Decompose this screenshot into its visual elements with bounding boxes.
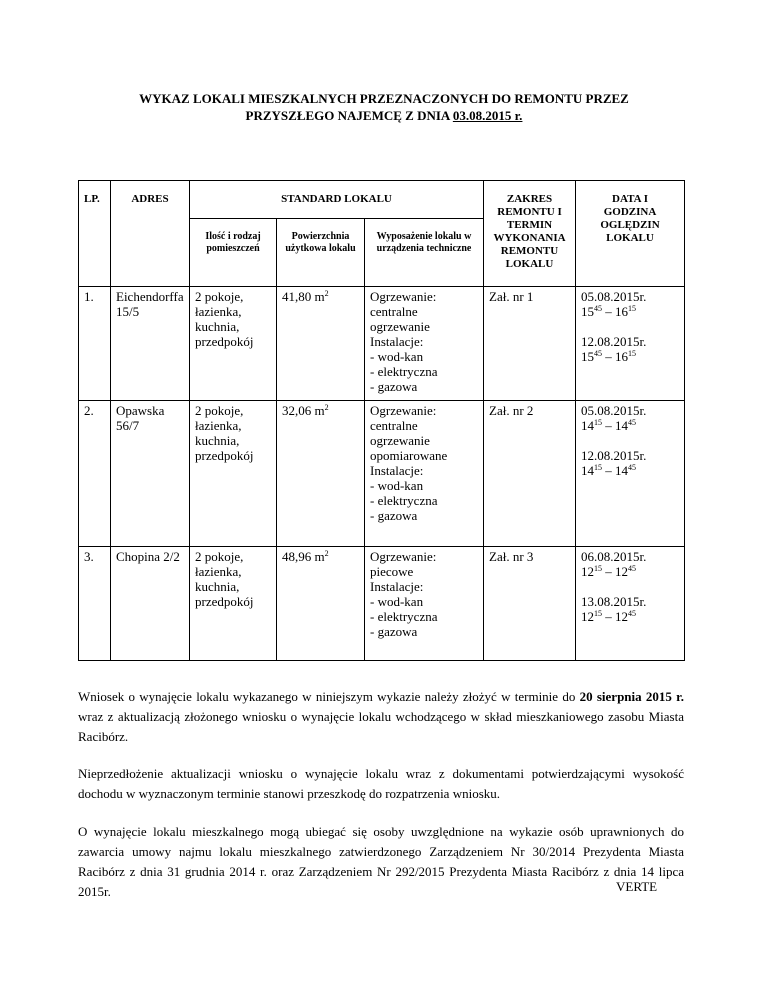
equipment-line: - wod-kan [370,478,424,493]
cell-zakres: Zał. nr 2 [484,401,576,547]
title-line-2-prefix: PRZYSZŁEGO NAJEMCĘ Z DNIA [245,108,453,123]
equipment-line: - gazowa [370,624,418,639]
header-powierzchnia: Powierzchnia użytkowa lokalu [277,219,365,287]
minute-start: 15 [594,418,602,427]
hour-start: 12 [581,609,594,624]
cell-lp: 3. [79,547,111,661]
area-value: 41,80 m [282,289,325,304]
address-line: Chopina 2/2 [116,549,180,564]
table-row [79,547,685,661]
address-line: 15/5 [116,304,140,319]
room-line: kuchnia, [195,319,240,334]
cell-adres [111,401,190,547]
cell-pomieszczenia [190,547,277,661]
paragraph-deadline [78,687,684,747]
header-adres: ADRES [111,181,190,287]
minute-start: 45 [594,349,602,358]
header-zakres: ZAKRES REMONTU I TERMIN WYKONANIA REMONTU LOKALU [484,181,576,287]
minute-end: 15 [628,349,636,358]
area-exponent: 2 [324,289,329,298]
equipment-line: centralne [370,418,418,433]
cell-zakres: Zał. nr 1 [484,287,576,401]
inspection-time [581,418,679,433]
minute-start: 15 [594,564,602,573]
time-separator: – [602,609,615,624]
inspection-date: 12.08.2015r. [581,448,647,463]
equipment-line: Instalacje: [370,463,424,478]
cell-terminy [576,287,685,401]
equipment-line: - wod-kan [370,594,424,609]
spacer [581,433,679,448]
hour-end: 16 [615,304,628,319]
cell-adres [111,547,190,661]
equipment-line: opomiarowane [370,448,448,463]
equipment-line: - elektryczna [370,364,438,379]
area-value: 48,96 m [282,549,325,564]
room-line: kuchnia, [195,433,240,448]
equipment-line: Instalacje: [370,579,424,594]
cell-wyposazenie [365,287,484,401]
cell-powierzchnia [277,401,365,547]
header-row-top [79,181,685,219]
room-line: łazienka, [195,564,242,579]
header-wyposazenie: Wyposażenie lokalu w urządzenia techniczne [365,219,484,287]
hour-start: 15 [581,349,594,364]
header-data: DATA I GODZINA OGLĘDZIN LOKALU [576,181,685,287]
cell-adres [111,287,190,401]
room-line: 2 pokoje, [195,289,244,304]
equipment-line: centralne [370,304,418,319]
header-ilosc: Ilość i rodzaj pomieszczeń [190,219,277,287]
table-row [79,287,685,401]
room-line: 2 pokoje, [195,403,244,418]
inspection-time [581,349,679,364]
hour-start: 14 [581,418,594,433]
cell-lp: 1. [79,287,111,401]
cell-pomieszczenia [190,287,277,401]
cell-powierzchnia [277,287,365,401]
hour-start: 12 [581,564,594,579]
hour-end: 16 [615,349,628,364]
paragraph-eligibility: O wynajęcie lokalu mieszkalnego mogą ubiegać się osoby uwzględnione na wykazie osób uprawnionych do zawarcia umowy najmu lokalu mieszkalnego zatwierdzonego Zarządzeniem Nr 30/2014 Prezydenta Miasta Racibórz z dnia 31 grudnia 2014 r. oraz Zarządzeniem Nr 292/2015 Prezydenta Miasta Racibórz z dnia 14 lipca 2015r. [78,824,684,899]
room-line: łazienka, [195,418,242,433]
minute-start: 45 [594,304,602,313]
cell-terminy [576,401,685,547]
inspection-time [581,609,679,624]
equipment-line: Ogrzewanie: [370,289,437,304]
cell-lp: 2. [79,401,111,547]
paragraph-deadline-a: Wniosek o wynajęcie lokalu wykazanego w niniejszym wykazie należy złożyć w terminie do [78,689,580,704]
inspection-date: 13.08.2015r. [581,594,647,609]
equipment-line: - gazowa [370,508,418,523]
address-line: Opawska [116,403,165,418]
cell-terminy [576,547,685,661]
time-separator: – [602,564,615,579]
inspection-date: 12.08.2015r. [581,334,647,349]
room-line: przedpokój [195,594,254,609]
cell-wyposazenie [365,547,484,661]
area-value: 32,06 m [282,403,325,418]
time-separator: – [602,418,615,433]
title-date: 03.08.2015 r. [452,108,523,123]
room-line: łazienka, [195,304,242,319]
equipment-line: Instalacje: [370,334,424,349]
minute-end: 45 [628,418,636,427]
inspection-time [581,463,679,478]
room-line: 2 pokoje, [195,549,244,564]
inspection-date: 05.08.2015r. [581,403,647,418]
address-line: 56/7 [116,418,140,433]
hour-start: 14 [581,463,594,478]
equipment-line: - elektryczna [370,609,438,624]
equipment-line: - elektryczna [370,493,438,508]
paragraph-income: Nieprzedłożenie aktualizacji wniosku o wynajęcie lokalu wraz z dokumentami potwierdzającymi wysokość dochodu w wyznaczonym terminie stanowi przeszkodę do rozpatrzenia wniosku. [78,766,684,801]
equipment-line: Ogrzewanie: [370,549,437,564]
document-title [0,90,768,124]
title-line-1: WYKAZ LOKALI MIESZKALNYCH PRZEZNACZONYCH DO REMONTU PRZEZ [139,91,629,106]
equipment-line: ogrzewanie [370,433,430,448]
header-lp: LP. [79,181,111,287]
time-separator: – [602,349,615,364]
title-line-2 [0,107,768,124]
inspection-time [581,564,679,579]
deadline-date: 20 sierpnia 2015 r. [579,689,684,704]
area-exponent: 2 [324,403,329,412]
room-line: przedpokój [195,334,254,349]
minute-end: 45 [628,564,636,573]
cell-zakres: Zał. nr 3 [484,547,576,661]
minute-end: 15 [628,304,636,313]
header-standard: STANDARD LOKALU [190,181,484,219]
time-separator: – [602,304,615,319]
minute-start: 15 [594,463,602,472]
spacer [581,319,679,334]
paragraph-deadline-b: wraz z aktualizacją złożonego wniosku o wynajęcie lokalu wchodzącego w skład mieszkaniowego zasobu Miasta Racibórz. [78,709,684,744]
inspection-date: 05.08.2015r. [581,289,647,304]
minute-end: 45 [628,609,636,618]
equipment-line: - gazowa [370,379,418,394]
equipment-line: - wod-kan [370,349,424,364]
premises-table [78,180,685,661]
equipment-line: piecowe [370,564,414,579]
inspection-time [581,304,679,319]
minute-start: 15 [594,609,602,618]
hour-end: 14 [615,418,628,433]
hour-end: 12 [615,609,628,624]
cell-powierzchnia [277,547,365,661]
hour-end: 12 [615,564,628,579]
hour-start: 15 [581,304,594,319]
table-row [79,401,685,547]
room-line: kuchnia, [195,579,240,594]
time-separator: – [602,463,615,478]
equipment-line: ogrzewanie [370,319,430,334]
room-line: przedpokój [195,448,254,463]
hour-end: 14 [615,463,628,478]
address-line: Eichendorffa [116,289,184,304]
equipment-line: Ogrzewanie: [370,403,437,418]
area-exponent: 2 [324,549,329,558]
verte-note: VERTE [616,879,658,894]
cell-wyposazenie [365,401,484,547]
spacer [581,579,679,594]
inspection-date: 06.08.2015r. [581,549,647,564]
cell-pomieszczenia [190,401,277,547]
minute-end: 45 [628,463,636,472]
